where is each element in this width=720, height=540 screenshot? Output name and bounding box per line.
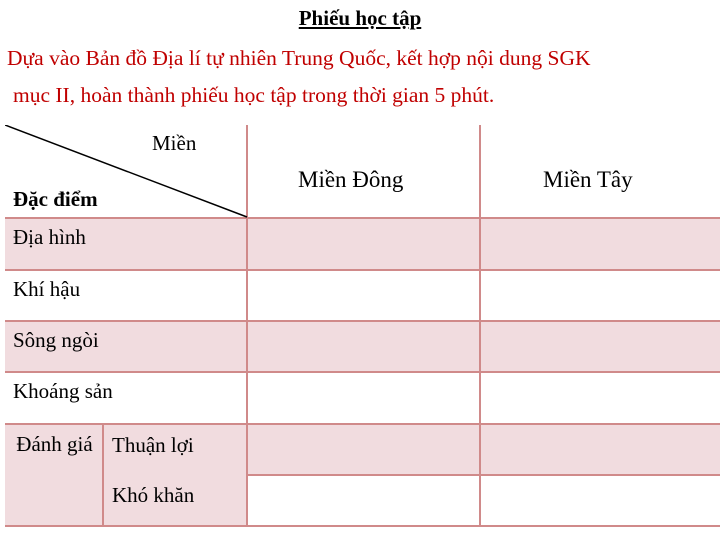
row-terrain-label-cell — [5, 219, 248, 271]
header-west — [481, 125, 720, 219]
evaluation-label: Đánh giá — [16, 432, 93, 456]
row-rivers-label: Sông ngòi — [13, 328, 99, 352]
row-minerals-label-cell — [5, 373, 248, 425]
worksheet-title: Phiếu học tập — [298, 6, 422, 30]
row-minerals-east — [248, 373, 481, 425]
disadvantages-label: Khó khăn — [112, 483, 195, 507]
evaluation-label-cell — [5, 425, 104, 527]
corner-bottom-label: Đặc điểm — [13, 187, 98, 211]
header-east — [248, 125, 481, 219]
disadvantages-west — [481, 476, 720, 527]
row-rivers-west — [481, 322, 720, 373]
advantages-west — [481, 425, 720, 476]
disadvantages-east — [248, 476, 481, 527]
row-climate-label-cell — [5, 271, 248, 322]
row-minerals-west — [481, 373, 720, 425]
advantages-east — [248, 425, 481, 476]
row-rivers-east — [248, 322, 481, 373]
row-climate-label: Khí hậu — [13, 277, 81, 301]
row-minerals-label: Khoáng sản — [13, 379, 113, 403]
row-climate-east — [248, 271, 481, 322]
row-rivers-label-cell — [5, 322, 248, 373]
header-west-label: Miền Tây — [543, 167, 633, 192]
evaluation-subrows-cell — [104, 425, 248, 527]
advantages-label: Thuận lợi — [112, 433, 194, 457]
row-climate-west — [481, 271, 720, 322]
row-terrain-west — [481, 219, 720, 271]
corner-header-cell — [5, 125, 248, 219]
row-terrain-label: Địa hình — [13, 225, 86, 249]
header-east-label: Miền Đông — [298, 167, 404, 192]
corner-top-label: Miền — [152, 131, 197, 155]
instruction-line-1: Dựa vào Bản đồ Địa lí tự nhiên Trung Quốc, kết hợp nội dung SGK — [7, 46, 591, 70]
row-terrain-east — [248, 219, 481, 271]
instruction-line-2: mục II, hoàn thành phiếu học tập trong thời gian 5 phút. — [13, 83, 495, 107]
